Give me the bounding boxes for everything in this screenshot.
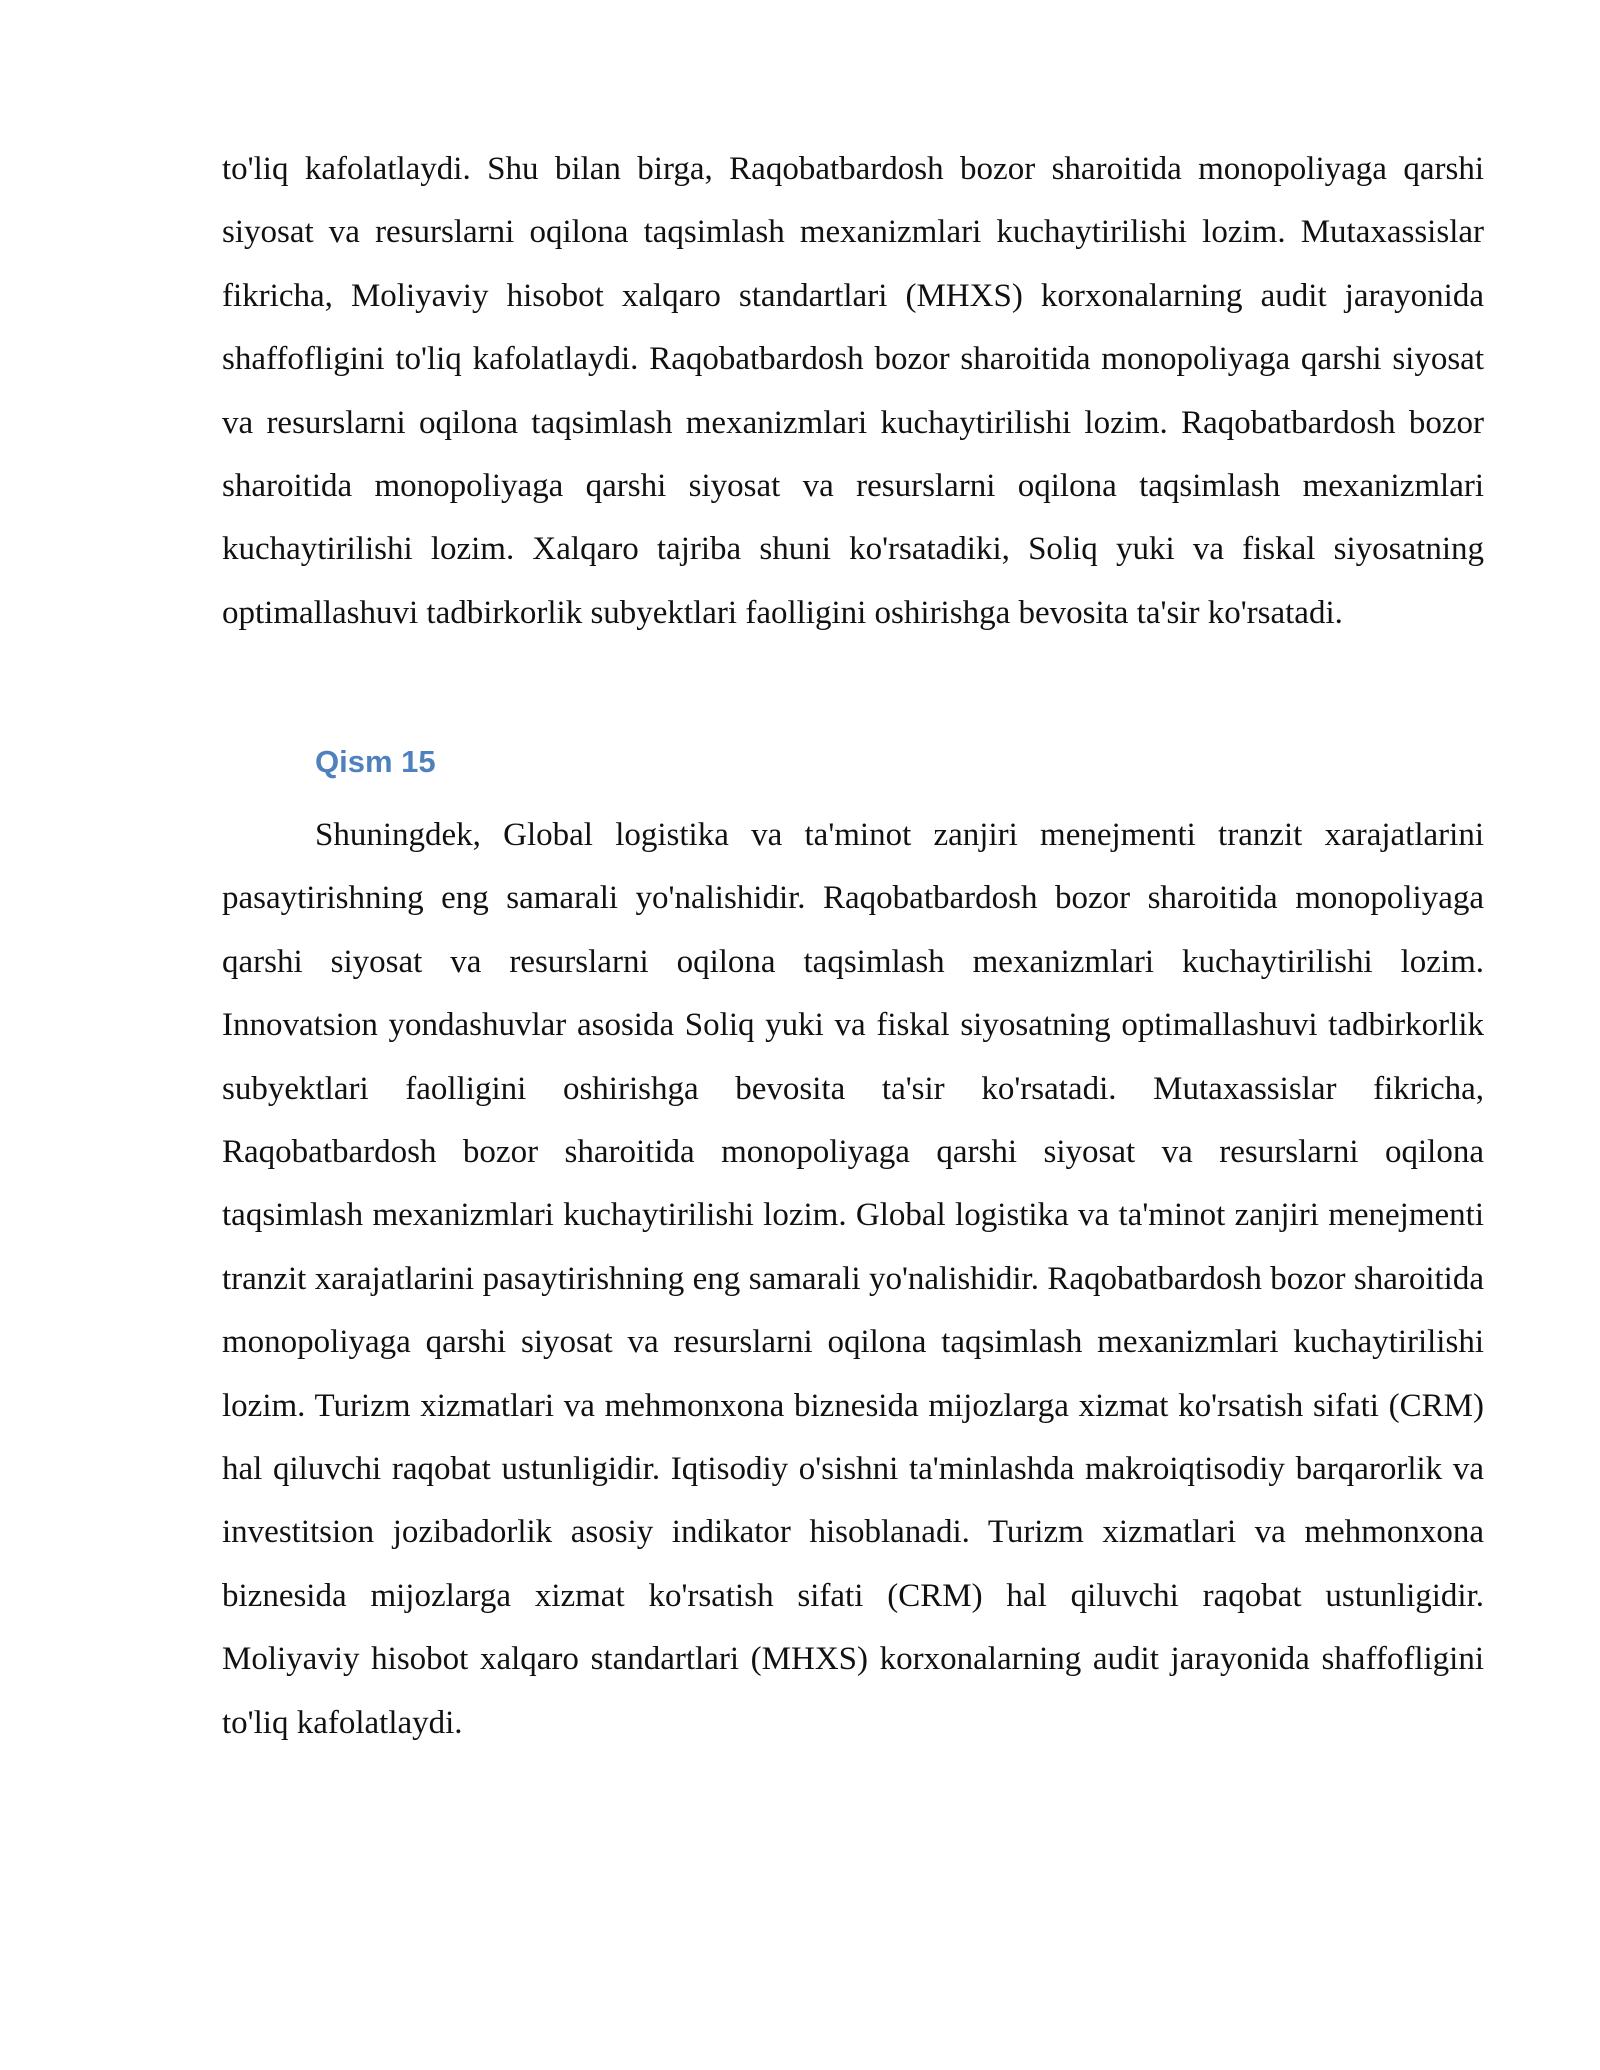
section-body-paragraph: Shuningdek, Global logistika va ta'minot zanjiri menejmenti tranzit xarajatlarini pasaytirishning eng samarali yo'nalishidir. Raqobatbardosh bozor sharoitida monopoliyaga qarshi siyosat va resurslarni oqilona taqsimlash mexanizmlari kuchaytirilishi lozim. Innovatsion yondashuvlar asosida Soliq yuki va fiskal siyosatning optimallashuvi tadbirkorlik subyektlari faolligini oshirishga bevosita ta'sir ko'rsatadi. Mutaxassislar fikricha, Raqobatbardosh bozor sharoitida monopoliyaga qarshi siyosat va resurslarni oqilona taqsimlash mexanizmlari kuchaytirilishi lozim. Global logistika va ta'minot zanjiri menejmenti tranzit xarajatlarini pasaytirishning eng samarali yo'nalishidir. Raqobatbardosh bozor sharoitida monopoliyaga qarshi siyosat va resurslarni oqilona taqsimlash mexanizmlari kuchaytirilishi lozim. Turizm xizmatlari va mehmonxona biznesida mijozlarga xizmat ko'rsatish sifati (CRM) hal qiluvchi raqobat ustunligidir. Iqtisodiy o'sishni ta'minlashda makroiqtisodiy barqarorlik va investitsion jozibadorlik asosiy indikator hisoblanadi. Turizm xizmatlari va mehmonxona biznesida mijozlarga xizmat ko'rsatish sifati (CRM) hal qiluvchi raqobat ustunligidir. Moliyaviy hisobot xalqaro standartlari (MHXS) korxonalarning audit jarayonida shaffofligini to'liq kafolatlaydi.	[222, 817, 1484, 1741]
section-heading: Qism 15	[315, 744, 436, 779]
body-paragraph-continued: to'liq kafolatlaydi. Shu bilan birga, Raqobatbardosh bozor sharoitida monopoliyaga qarshi siyosat va resurslarni oqilona taqsimlash mexanizmlari kuchaytirilishi lozim. Mutaxassislar fikricha, Moliyaviy hisobot xalqaro standartlari (MHXS) korxonalarning audit jarayonida shaffofligini to'liq kafolatlaydi. Raqobatbardosh bozor sharoitida monopoliyaga qarshi siyosat va resurslarni oqilona taqsimlash mexanizmlari kuchaytirilishi lozim. Raqobatbardosh bozor sharoitida monopoliyaga qarshi siyosat va resurslarni oqilona taqsimlash mexanizmlari kuchaytirilishi lozim. Xalqaro tajriba shuni ko'rsatadiki, Soliq yuki va fiskal siyosatning optimallashuvi tadbirkorlik subyektlari faolligini oshirishga bevosita ta'sir ko'rsatadi.	[222, 151, 1484, 631]
